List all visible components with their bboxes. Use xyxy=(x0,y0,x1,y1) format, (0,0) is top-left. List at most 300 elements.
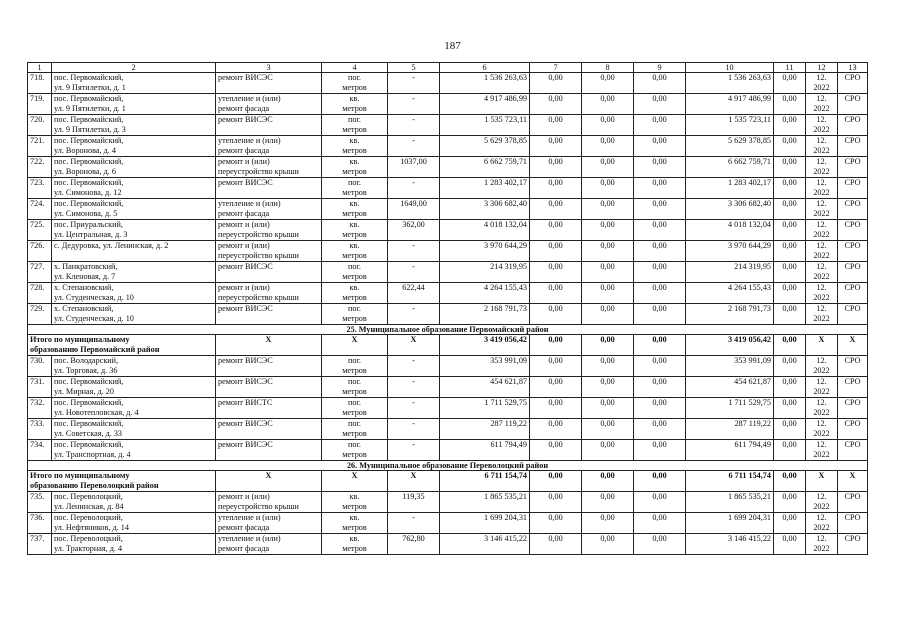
owner-funds-cell xyxy=(686,157,774,178)
fund-cell xyxy=(530,262,582,283)
fund-cell xyxy=(634,492,686,513)
fund-cell-text: 0,00 xyxy=(652,241,667,250)
address-cell-text: х. Степановский, xyxy=(54,283,114,292)
deadline-cell-text: 12. xyxy=(816,241,827,250)
area-cell xyxy=(388,157,440,178)
address-cell xyxy=(52,513,216,534)
fund-cell xyxy=(774,220,806,241)
area-cell xyxy=(388,73,440,94)
address-cell xyxy=(52,419,216,440)
fund-cell-text: 0,00 xyxy=(548,356,563,365)
fund-cell xyxy=(582,419,634,440)
row-number-cell xyxy=(28,178,52,199)
unit-cell-text: кв. xyxy=(349,136,360,145)
fund-cell-text: 0,00 xyxy=(652,471,667,480)
fund-cell-text: 0,00 xyxy=(652,335,667,344)
column-header: 4 xyxy=(322,63,388,73)
fund-cell-text: 0,00 xyxy=(782,220,797,229)
work-type-cell-text: переустройство крыши xyxy=(218,250,299,260)
unit-cell xyxy=(322,178,388,199)
work-type-cell-text: ремонт фасада xyxy=(218,103,270,113)
area-cell xyxy=(388,283,440,304)
row-number-cell xyxy=(28,513,52,534)
deadline-cell-text: 12. xyxy=(816,73,827,82)
column-header: 2 xyxy=(52,63,216,73)
area-cell xyxy=(388,513,440,534)
fund-cell-text: 0,00 xyxy=(600,398,615,407)
fund-cell-text: 0,00 xyxy=(548,471,563,480)
owner-funds-cell xyxy=(686,335,774,356)
fund-cell-text: 0,00 xyxy=(600,419,615,428)
method-cell-text: X xyxy=(849,335,856,344)
address-cell-text: пос. Первомайский, xyxy=(54,115,124,124)
method-cell xyxy=(838,73,868,94)
address-cell-text: пос. Первомайский, xyxy=(54,94,124,103)
work-type-cell xyxy=(216,262,322,283)
deadline-cell-text: 2022 xyxy=(813,124,830,134)
fund-cell-text: 0,00 xyxy=(782,513,797,522)
address-cell xyxy=(52,199,216,220)
address-cell-text: ул. Тракторная, д. 4 xyxy=(54,543,123,553)
fund-cell xyxy=(774,304,806,325)
owner-funds-cell xyxy=(686,199,774,220)
fund-cell xyxy=(774,241,806,262)
total-cost-cell xyxy=(440,356,530,377)
address-cell-text: ул. Ленинская, д. 84 xyxy=(54,501,124,511)
unit-cell xyxy=(322,398,388,419)
fund-cell-text: 0,00 xyxy=(652,136,667,145)
fund-cell-text: 0,00 xyxy=(652,262,667,271)
fund-cell xyxy=(530,241,582,262)
row-number-cell-text: 730. xyxy=(30,356,45,365)
total-cost-cell-text: 1 865 535,21 xyxy=(484,492,527,501)
deadline-cell-text: 2022 xyxy=(813,386,830,396)
subtotal-label xyxy=(28,471,216,492)
fund-cell xyxy=(582,136,634,157)
total-cost-cell xyxy=(440,471,530,492)
method-cell xyxy=(838,94,868,115)
area-cell-text: 119,35 xyxy=(402,492,425,501)
deadline-cell-text: 2022 xyxy=(813,522,830,532)
work-type-cell-text: X xyxy=(265,335,272,344)
method-cell xyxy=(838,419,868,440)
deadline-cell xyxy=(806,199,838,220)
fund-cell-text: 0,00 xyxy=(782,471,797,480)
fund-cell xyxy=(530,492,582,513)
unit-cell-text: пог. xyxy=(348,262,361,271)
fund-cell xyxy=(530,220,582,241)
method-cell-text: СРО xyxy=(844,513,861,522)
total-cost-cell-text: 3 306 682,40 xyxy=(484,199,527,208)
unit-cell-text: пог. xyxy=(348,356,361,365)
column-header: 11 xyxy=(774,63,806,73)
work-type-cell xyxy=(216,220,322,241)
fund-cell xyxy=(582,262,634,283)
row-number-cell-text: 718. xyxy=(30,73,45,82)
work-type-cell-text: переустройство крыши xyxy=(218,501,299,511)
area-cell-text: - xyxy=(412,513,415,522)
area-cell xyxy=(388,377,440,398)
column-header: 6 xyxy=(440,63,530,73)
total-cost-cell-text: 4 018 132,04 xyxy=(484,220,527,229)
unit-cell xyxy=(322,73,388,94)
area-cell-text: - xyxy=(412,419,415,428)
method-cell xyxy=(838,241,868,262)
owner-funds-cell-text: 3 419 056,42 xyxy=(728,335,771,344)
deadline-cell-text: 2022 xyxy=(813,208,830,218)
method-cell-text: СРО xyxy=(844,241,861,250)
fund-cell-text: 0,00 xyxy=(600,178,615,187)
row-number-cell-text: 722. xyxy=(30,157,45,166)
unit-cell-text: кв. xyxy=(349,513,360,522)
total-cost-cell xyxy=(440,136,530,157)
unit-cell-text: метров xyxy=(342,522,367,532)
work-type-cell xyxy=(216,199,322,220)
unit-cell-text: пог. xyxy=(348,73,361,82)
fund-cell-text: 0,00 xyxy=(652,513,667,522)
table-row xyxy=(28,419,868,440)
area-cell-text: - xyxy=(412,94,415,103)
method-cell-text: СРО xyxy=(844,398,861,407)
unit-cell-text: метров xyxy=(342,145,367,155)
subtotal-label xyxy=(28,335,216,356)
address-cell-text: ул. Мирная, д. 20 xyxy=(54,386,114,396)
deadline-cell xyxy=(806,115,838,136)
method-cell-text: СРО xyxy=(844,304,861,313)
work-type-cell xyxy=(216,94,322,115)
table-row xyxy=(28,356,868,377)
subtotal-label-text: Итого по муниципальному xyxy=(30,335,130,344)
address-cell-text: ул. Воронова, д. 4 xyxy=(54,145,116,155)
area-cell xyxy=(388,136,440,157)
row-number-cell-text: 724. xyxy=(30,199,45,208)
fund-cell-text: 0,00 xyxy=(600,262,615,271)
work-type-cell-text: ремонт и (или) xyxy=(218,220,270,229)
repair-schedule-table xyxy=(27,62,868,555)
method-cell-text: СРО xyxy=(844,94,861,103)
row-number-cell-text: 733. xyxy=(30,419,45,428)
work-type-cell-text: утепление и (или) xyxy=(218,513,281,522)
fund-cell xyxy=(582,283,634,304)
unit-cell xyxy=(322,220,388,241)
unit-cell-text: кв. xyxy=(349,492,360,501)
total-cost-cell-text: 6 711 154,74 xyxy=(484,471,527,480)
area-cell-text: X xyxy=(410,471,417,480)
deadline-cell-text: 12. xyxy=(816,199,827,208)
address-cell-text: пос. Приуральский, xyxy=(54,220,123,229)
deadline-cell-text: 12. xyxy=(816,178,827,187)
deadline-cell-text: 12. xyxy=(816,262,827,271)
method-cell-text: СРО xyxy=(844,73,861,82)
area-cell-text: 622,44 xyxy=(402,283,425,292)
fund-cell-text: 0,00 xyxy=(782,94,797,103)
deadline-cell xyxy=(806,335,838,356)
fund-cell-text: 0,00 xyxy=(548,262,563,271)
owner-funds-cell-text: 611 794,49 xyxy=(734,440,771,449)
row-number-cell-text: 736. xyxy=(30,513,45,522)
owner-funds-cell xyxy=(686,283,774,304)
row-number-cell-text: 721. xyxy=(30,136,45,145)
method-cell xyxy=(838,304,868,325)
deadline-cell-text: 2022 xyxy=(813,166,830,176)
unit-cell-text: метров xyxy=(342,407,367,417)
work-type-cell xyxy=(216,471,322,492)
deadline-cell-text: 2022 xyxy=(813,187,830,197)
fund-cell xyxy=(530,471,582,492)
method-cell-text: СРО xyxy=(844,136,861,145)
deadline-cell xyxy=(806,73,838,94)
area-cell-text: - xyxy=(412,304,415,313)
address-cell xyxy=(52,73,216,94)
area-cell-text: - xyxy=(412,241,415,250)
fund-cell-text: 0,00 xyxy=(782,419,797,428)
fund-cell xyxy=(634,178,686,199)
area-cell xyxy=(388,94,440,115)
work-type-cell xyxy=(216,419,322,440)
owner-funds-cell xyxy=(686,419,774,440)
section-header-row xyxy=(28,461,868,471)
unit-cell-text: пог. xyxy=(348,398,361,407)
method-cell-text: СРО xyxy=(844,377,861,386)
area-cell-text: - xyxy=(412,136,415,145)
fund-cell-text: 0,00 xyxy=(652,377,667,386)
work-type-cell xyxy=(216,335,322,356)
owner-funds-cell-text: 4 264 155,43 xyxy=(728,283,771,292)
method-cell xyxy=(838,534,868,555)
work-type-cell-text: ремонт ВИСЭС xyxy=(218,304,273,313)
owner-funds-cell xyxy=(686,73,774,94)
fund-cell-text: 0,00 xyxy=(782,115,797,124)
address-cell xyxy=(52,115,216,136)
deadline-cell xyxy=(806,94,838,115)
address-cell-text: ул. Студенческая, д. 10 xyxy=(54,292,134,302)
column-number-row xyxy=(28,63,868,73)
fund-cell-text: 0,00 xyxy=(652,492,667,501)
unit-cell xyxy=(322,534,388,555)
work-type-cell-text: ремонт ВИСЭС xyxy=(218,262,273,271)
owner-funds-cell-text: 4 917 486,99 xyxy=(728,94,771,103)
fund-cell xyxy=(634,304,686,325)
work-type-cell-text: ремонт ВИСЭС xyxy=(218,178,273,187)
work-type-cell-text: утепление и (или) xyxy=(218,199,281,208)
method-cell xyxy=(838,115,868,136)
work-type-cell-text: ремонт фасада xyxy=(218,522,270,532)
unit-cell-text: кв. xyxy=(349,241,360,250)
fund-cell xyxy=(530,115,582,136)
fund-cell xyxy=(634,157,686,178)
deadline-cell-text: 12. xyxy=(816,513,827,522)
deadline-cell xyxy=(806,377,838,398)
area-cell xyxy=(388,115,440,136)
owner-funds-cell-text: 3 146 415,22 xyxy=(728,534,771,543)
fund-cell xyxy=(634,440,686,461)
unit-cell-text: X xyxy=(351,471,358,480)
fund-cell xyxy=(530,178,582,199)
fund-cell xyxy=(530,440,582,461)
table-row xyxy=(28,492,868,513)
work-type-cell xyxy=(216,398,322,419)
unit-cell-text: метров xyxy=(342,208,367,218)
fund-cell xyxy=(774,283,806,304)
deadline-cell-text: 12. xyxy=(816,377,827,386)
owner-funds-cell-text: 6 711 154,74 xyxy=(728,471,771,480)
area-cell xyxy=(388,178,440,199)
fund-cell-text: 0,00 xyxy=(548,440,563,449)
fund-cell xyxy=(634,262,686,283)
row-number-cell-text: 729. xyxy=(30,304,45,313)
owner-funds-cell-text: 3 306 682,40 xyxy=(728,199,771,208)
table-row xyxy=(28,73,868,94)
work-type-cell-text: ремонт ВИСЭС xyxy=(218,73,273,82)
fund-cell xyxy=(774,178,806,199)
area-cell-text: 1037,00 xyxy=(400,157,427,166)
work-type-cell xyxy=(216,440,322,461)
deadline-cell-text: 12. xyxy=(816,136,827,145)
table-row xyxy=(28,178,868,199)
deadline-cell-text: 2022 xyxy=(813,365,830,375)
area-cell-text: - xyxy=(412,73,415,82)
work-type-cell xyxy=(216,73,322,94)
area-cell xyxy=(388,199,440,220)
address-cell-text: ул. Нефтяников, д. 14 xyxy=(54,522,129,532)
fund-cell-text: 0,00 xyxy=(782,262,797,271)
unit-cell-text: кв. xyxy=(349,534,360,543)
unit-cell xyxy=(322,304,388,325)
address-cell-text: ул. Транспортная, д. 4 xyxy=(54,449,131,459)
unit-cell xyxy=(322,377,388,398)
area-cell-text: 762,80 xyxy=(402,534,425,543)
address-cell-text: пос. Первомайский, xyxy=(54,440,124,449)
method-cell xyxy=(838,283,868,304)
address-cell-text: х. Панкратовский, xyxy=(54,262,118,271)
owner-funds-cell-text: 287 119,22 xyxy=(734,419,771,428)
table-row xyxy=(28,136,868,157)
deadline-cell-text: 12. xyxy=(816,157,827,166)
unit-cell-text: пог. xyxy=(348,304,361,313)
work-type-cell xyxy=(216,178,322,199)
deadline-cell-text: 2022 xyxy=(813,271,830,281)
area-cell-text: 1649,00 xyxy=(400,199,427,208)
work-type-cell-text: ремонт ВИСЭС xyxy=(218,115,273,124)
unit-cell-text: кв. xyxy=(349,157,360,166)
unit-cell xyxy=(322,94,388,115)
unit-cell-text: метров xyxy=(342,124,367,134)
method-cell xyxy=(838,335,868,356)
fund-cell xyxy=(774,471,806,492)
unit-cell-text: кв. xyxy=(349,199,360,208)
row-number-cell xyxy=(28,534,52,555)
work-type-cell-text: X xyxy=(265,471,272,480)
unit-cell-text: метров xyxy=(342,292,367,302)
method-cell xyxy=(838,471,868,492)
fund-cell-text: 0,00 xyxy=(782,492,797,501)
row-number-cell-text: 737. xyxy=(30,534,45,543)
work-type-cell-text: переустройство крыши xyxy=(218,229,299,239)
address-cell-text: ул. Советская, д. 33 xyxy=(54,428,123,438)
fund-cell xyxy=(774,513,806,534)
fund-cell xyxy=(530,73,582,94)
row-number-cell xyxy=(28,241,52,262)
total-cost-cell xyxy=(440,377,530,398)
fund-cell xyxy=(582,241,634,262)
fund-cell xyxy=(774,335,806,356)
fund-cell-text: 0,00 xyxy=(600,220,615,229)
fund-cell-text: 0,00 xyxy=(600,304,615,313)
fund-cell xyxy=(530,534,582,555)
unit-cell xyxy=(322,513,388,534)
owner-funds-cell xyxy=(686,534,774,555)
row-number-cell xyxy=(28,262,52,283)
total-cost-cell xyxy=(440,241,530,262)
deadline-cell xyxy=(806,534,838,555)
work-type-cell-text: переустройство крыши xyxy=(218,166,299,176)
fund-cell-text: 0,00 xyxy=(600,534,615,543)
owner-funds-cell xyxy=(686,94,774,115)
total-cost-cell-text: 4 917 486,99 xyxy=(484,94,527,103)
work-type-cell-text: ремонт и (или) xyxy=(218,241,270,250)
unit-cell-text: метров xyxy=(342,82,367,92)
fund-cell-text: 0,00 xyxy=(652,440,667,449)
total-cost-cell-text: 1 699 204,31 xyxy=(484,513,527,522)
address-cell xyxy=(52,304,216,325)
deadline-cell xyxy=(806,178,838,199)
section-title xyxy=(28,325,868,335)
table-row xyxy=(28,115,868,136)
fund-cell-text: 0,00 xyxy=(548,220,563,229)
owner-funds-cell-text: 1 535 723,11 xyxy=(728,115,771,124)
deadline-cell-text: 2022 xyxy=(813,449,830,459)
fund-cell-text: 0,00 xyxy=(600,73,615,82)
fund-cell xyxy=(582,377,634,398)
fund-cell-text: 0,00 xyxy=(600,440,615,449)
address-cell xyxy=(52,283,216,304)
fund-cell xyxy=(582,178,634,199)
work-type-cell-text: ремонт фасада xyxy=(218,208,270,218)
fund-cell-text: 0,00 xyxy=(782,356,797,365)
fund-cell xyxy=(582,335,634,356)
unit-cell-text: кв. xyxy=(349,220,360,229)
table-row xyxy=(28,94,868,115)
fund-cell-text: 0,00 xyxy=(782,199,797,208)
owner-funds-cell xyxy=(686,241,774,262)
unit-cell xyxy=(322,241,388,262)
address-cell-text: ул. Торговая, д. 36 xyxy=(54,365,118,375)
fund-cell xyxy=(530,136,582,157)
row-number-cell xyxy=(28,356,52,377)
fund-cell-text: 0,00 xyxy=(600,471,615,480)
deadline-cell xyxy=(806,262,838,283)
fund-cell-text: 0,00 xyxy=(652,178,667,187)
work-type-cell-text: утепление и (или) xyxy=(218,94,281,103)
column-header: 1 xyxy=(28,63,52,73)
owner-funds-cell xyxy=(686,471,774,492)
total-cost-cell xyxy=(440,513,530,534)
deadline-cell-text: 2022 xyxy=(813,250,830,260)
total-cost-cell xyxy=(440,534,530,555)
deadline-cell-text: 2022 xyxy=(813,501,830,511)
fund-cell-text: 0,00 xyxy=(600,335,615,344)
deadline-cell-text: 2022 xyxy=(813,407,830,417)
fund-cell xyxy=(634,534,686,555)
unit-cell xyxy=(322,157,388,178)
table-row xyxy=(28,534,868,555)
fund-cell-text: 0,00 xyxy=(652,94,667,103)
unit-cell xyxy=(322,335,388,356)
fund-cell-text: 0,00 xyxy=(600,136,615,145)
fund-cell xyxy=(774,262,806,283)
address-cell-text: пос. Первомайский, xyxy=(54,419,124,428)
fund-cell-text: 0,00 xyxy=(782,335,797,344)
